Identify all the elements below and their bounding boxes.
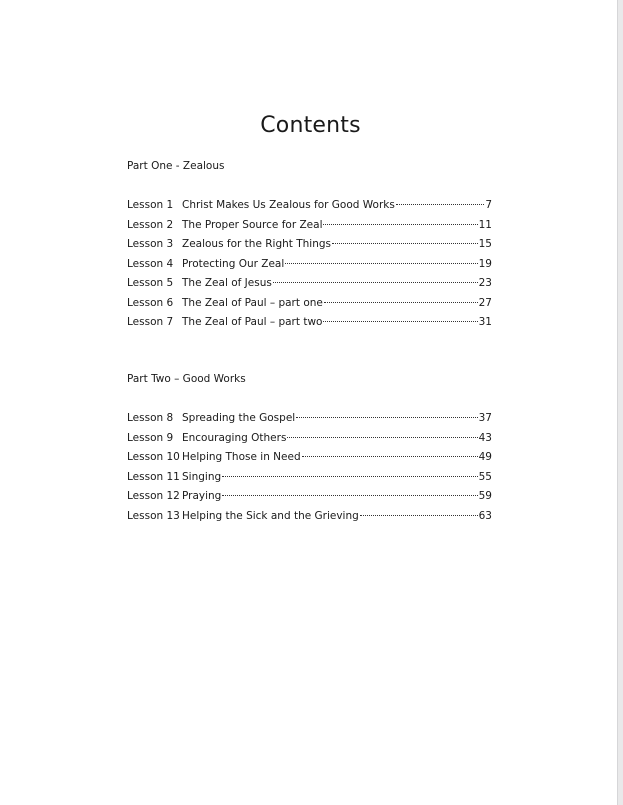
lesson-title: Zealous for the Right Things — [182, 238, 331, 250]
lesson-title: Helping Those in Need — [182, 451, 301, 463]
lesson-title: Praying — [182, 490, 222, 502]
lesson-number: Lesson 4 — [127, 257, 174, 270]
part-one-heading: Part One - Zealous — [127, 160, 225, 172]
page-number: 27 — [478, 296, 492, 309]
part-two-heading: Part Two – Good Works — [127, 373, 246, 385]
dot-leader — [323, 224, 477, 225]
lesson-number: Lesson 2 — [127, 218, 174, 231]
page-number: 37 — [478, 412, 492, 424]
page-number: 49 — [478, 451, 492, 463]
dot-leader — [222, 495, 477, 496]
page-number: 15 — [478, 238, 492, 250]
page-number: 43 — [478, 431, 492, 444]
toc-entry-lesson-8 — [127, 411, 492, 431]
lesson-number: Lesson 10 — [127, 451, 180, 463]
page-title: Contents — [260, 113, 361, 138]
part-two-toc — [127, 411, 492, 528]
toc-entry-lesson-5 — [127, 276, 492, 296]
toc-entry-lesson-12 — [127, 489, 492, 509]
lesson-title: Protecting Our Zeal — [182, 257, 285, 270]
page-number: 19 — [478, 257, 492, 270]
lesson-number: Lesson 9 — [127, 431, 174, 444]
dot-leader — [285, 263, 477, 264]
dot-leader — [360, 515, 478, 516]
page-number: 7 — [485, 199, 492, 211]
dot-leader — [273, 282, 478, 283]
page-number: 31 — [478, 316, 492, 328]
lesson-number: Lesson 3 — [127, 238, 174, 250]
dot-leader — [287, 437, 477, 438]
toc-entry-lesson-13 — [127, 509, 492, 529]
dot-leader — [324, 302, 478, 303]
lesson-number: Lesson 6 — [127, 296, 174, 309]
dot-leader — [396, 204, 484, 205]
toc-entry-lesson-6 — [127, 296, 492, 316]
lesson-number: Lesson 1 — [127, 199, 174, 211]
lesson-title: Helping the Sick and the Grieving — [182, 509, 359, 522]
page-number: 59 — [478, 490, 492, 502]
toc-entry-lesson-4 — [127, 257, 492, 277]
lesson-title: Christ Makes Us Zealous for Good Works — [182, 199, 395, 211]
lesson-title: Spreading the Gospel — [182, 412, 296, 424]
lesson-title: The Zeal of Paul – part two — [182, 316, 323, 328]
toc-entry-lesson-7 — [127, 315, 492, 335]
lesson-title: The Zeal of Paul – part one — [182, 296, 323, 309]
page-number: 63 — [478, 509, 492, 522]
lesson-number: Lesson 7 — [127, 316, 174, 328]
lesson-title: The Zeal of Jesus — [182, 277, 272, 289]
lesson-title: Encouraging Others — [182, 431, 287, 444]
lesson-title: The Proper Source for Zeal — [182, 218, 323, 231]
dot-leader — [332, 243, 478, 244]
lesson-title: Singing — [182, 470, 222, 483]
page-number: 55 — [478, 470, 492, 483]
dot-leader — [222, 476, 477, 477]
dot-leader — [302, 456, 478, 457]
toc-entry-lesson-11 — [127, 470, 492, 490]
lesson-number: Lesson 8 — [127, 412, 174, 424]
toc-entry-lesson-2 — [127, 218, 492, 238]
lesson-number: Lesson 13 — [127, 509, 180, 522]
lesson-number: Lesson 11 — [127, 470, 180, 483]
page-number: 11 — [478, 218, 492, 231]
page-edge-shadow — [617, 0, 623, 805]
toc-entry-lesson-1 — [127, 198, 492, 218]
lesson-number: Lesson 12 — [127, 490, 180, 502]
toc-entry-lesson-3 — [127, 237, 492, 257]
part-one-toc — [127, 198, 492, 335]
dot-leader — [296, 417, 477, 418]
lesson-number: Lesson 5 — [127, 277, 174, 289]
toc-entry-lesson-10 — [127, 450, 492, 470]
page-number: 23 — [478, 277, 492, 289]
toc-entry-lesson-9 — [127, 431, 492, 451]
dot-leader — [323, 321, 477, 322]
